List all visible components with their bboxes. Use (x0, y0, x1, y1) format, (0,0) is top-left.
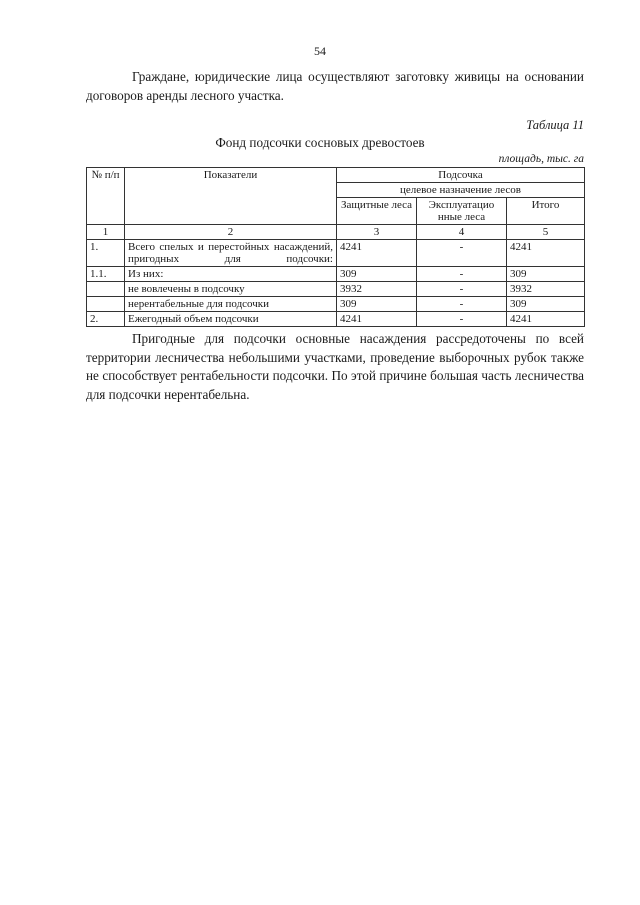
row-protective: 309 (337, 267, 417, 282)
table-row (87, 267, 585, 282)
row-exploitation: - (417, 267, 507, 282)
row-protective: 3932 (337, 282, 417, 297)
row-label: нерентабельные для подсочки (125, 297, 337, 312)
row-protective: 4241 (337, 312, 417, 327)
row-protective: 4241 (337, 240, 417, 267)
header-protective: Защитные леса (337, 198, 417, 225)
row-exploitation: - (417, 297, 507, 312)
row-label: Из них: (125, 267, 337, 282)
row-exploitation: - (417, 312, 507, 327)
header-num: № п/п (87, 168, 125, 225)
row-exploitation: - (417, 240, 507, 267)
header-indicators: Показатели (125, 168, 337, 225)
paragraph-intro-text: Граждане, юридические лица осуществляют заготовку живицы на основании договоров аренды лесного участка. (86, 69, 584, 103)
col-number: 1 (87, 225, 125, 240)
column-number-row (87, 225, 585, 240)
row-num (87, 297, 125, 312)
tapping-fund-table (86, 167, 585, 327)
table-row (87, 312, 585, 327)
row-total: 309 (507, 267, 585, 282)
row-protective: 309 (337, 297, 417, 312)
row-label: Всего спелых и перестойных насаждений, пригодных для подсочки: (125, 240, 337, 267)
row-label: не вовлечены в подсочку (125, 282, 337, 297)
row-num (87, 282, 125, 297)
table-units: площадь, тыс. га (498, 153, 584, 165)
paragraph-conclusion (86, 330, 584, 404)
header-tapping: Подсочка (337, 168, 585, 183)
col-number: 5 (507, 225, 585, 240)
row-num: 1.1. (87, 267, 125, 282)
header-purpose: целевое назначение лесов (337, 183, 585, 198)
row-num: 1. (87, 240, 125, 267)
col-number: 3 (337, 225, 417, 240)
table-row (87, 282, 585, 297)
row-total: 3932 (507, 282, 585, 297)
row-total: 4241 (507, 240, 585, 267)
table-label: Таблица 11 (526, 118, 584, 132)
row-exploitation: - (417, 282, 507, 297)
header-total: Итого (507, 198, 585, 225)
col-number: 2 (125, 225, 337, 240)
table-row (87, 297, 585, 312)
header-exploitation: Эксплуатацио нные леса (417, 198, 507, 225)
paragraph-intro (86, 68, 584, 105)
paragraph-conclusion-text: Пригодные для подсочки основные насаждения рассредоточены по всей территории лесничества небольшими участками, проведение выборочных рубок также не способствует рентабельности подсочки. По этой причине большая часть лесничества для подсочки нерентабельна. (86, 331, 584, 402)
row-total: 309 (507, 297, 585, 312)
row-label: Ежегодный объем подсочки (125, 312, 337, 327)
table-title: Фонд подсочки сосновых древостоев (215, 135, 425, 150)
row-total: 4241 (507, 312, 585, 327)
col-number: 4 (417, 225, 507, 240)
row-num: 2. (87, 312, 125, 327)
page-number: 54 (314, 44, 326, 58)
table-row (87, 240, 585, 267)
